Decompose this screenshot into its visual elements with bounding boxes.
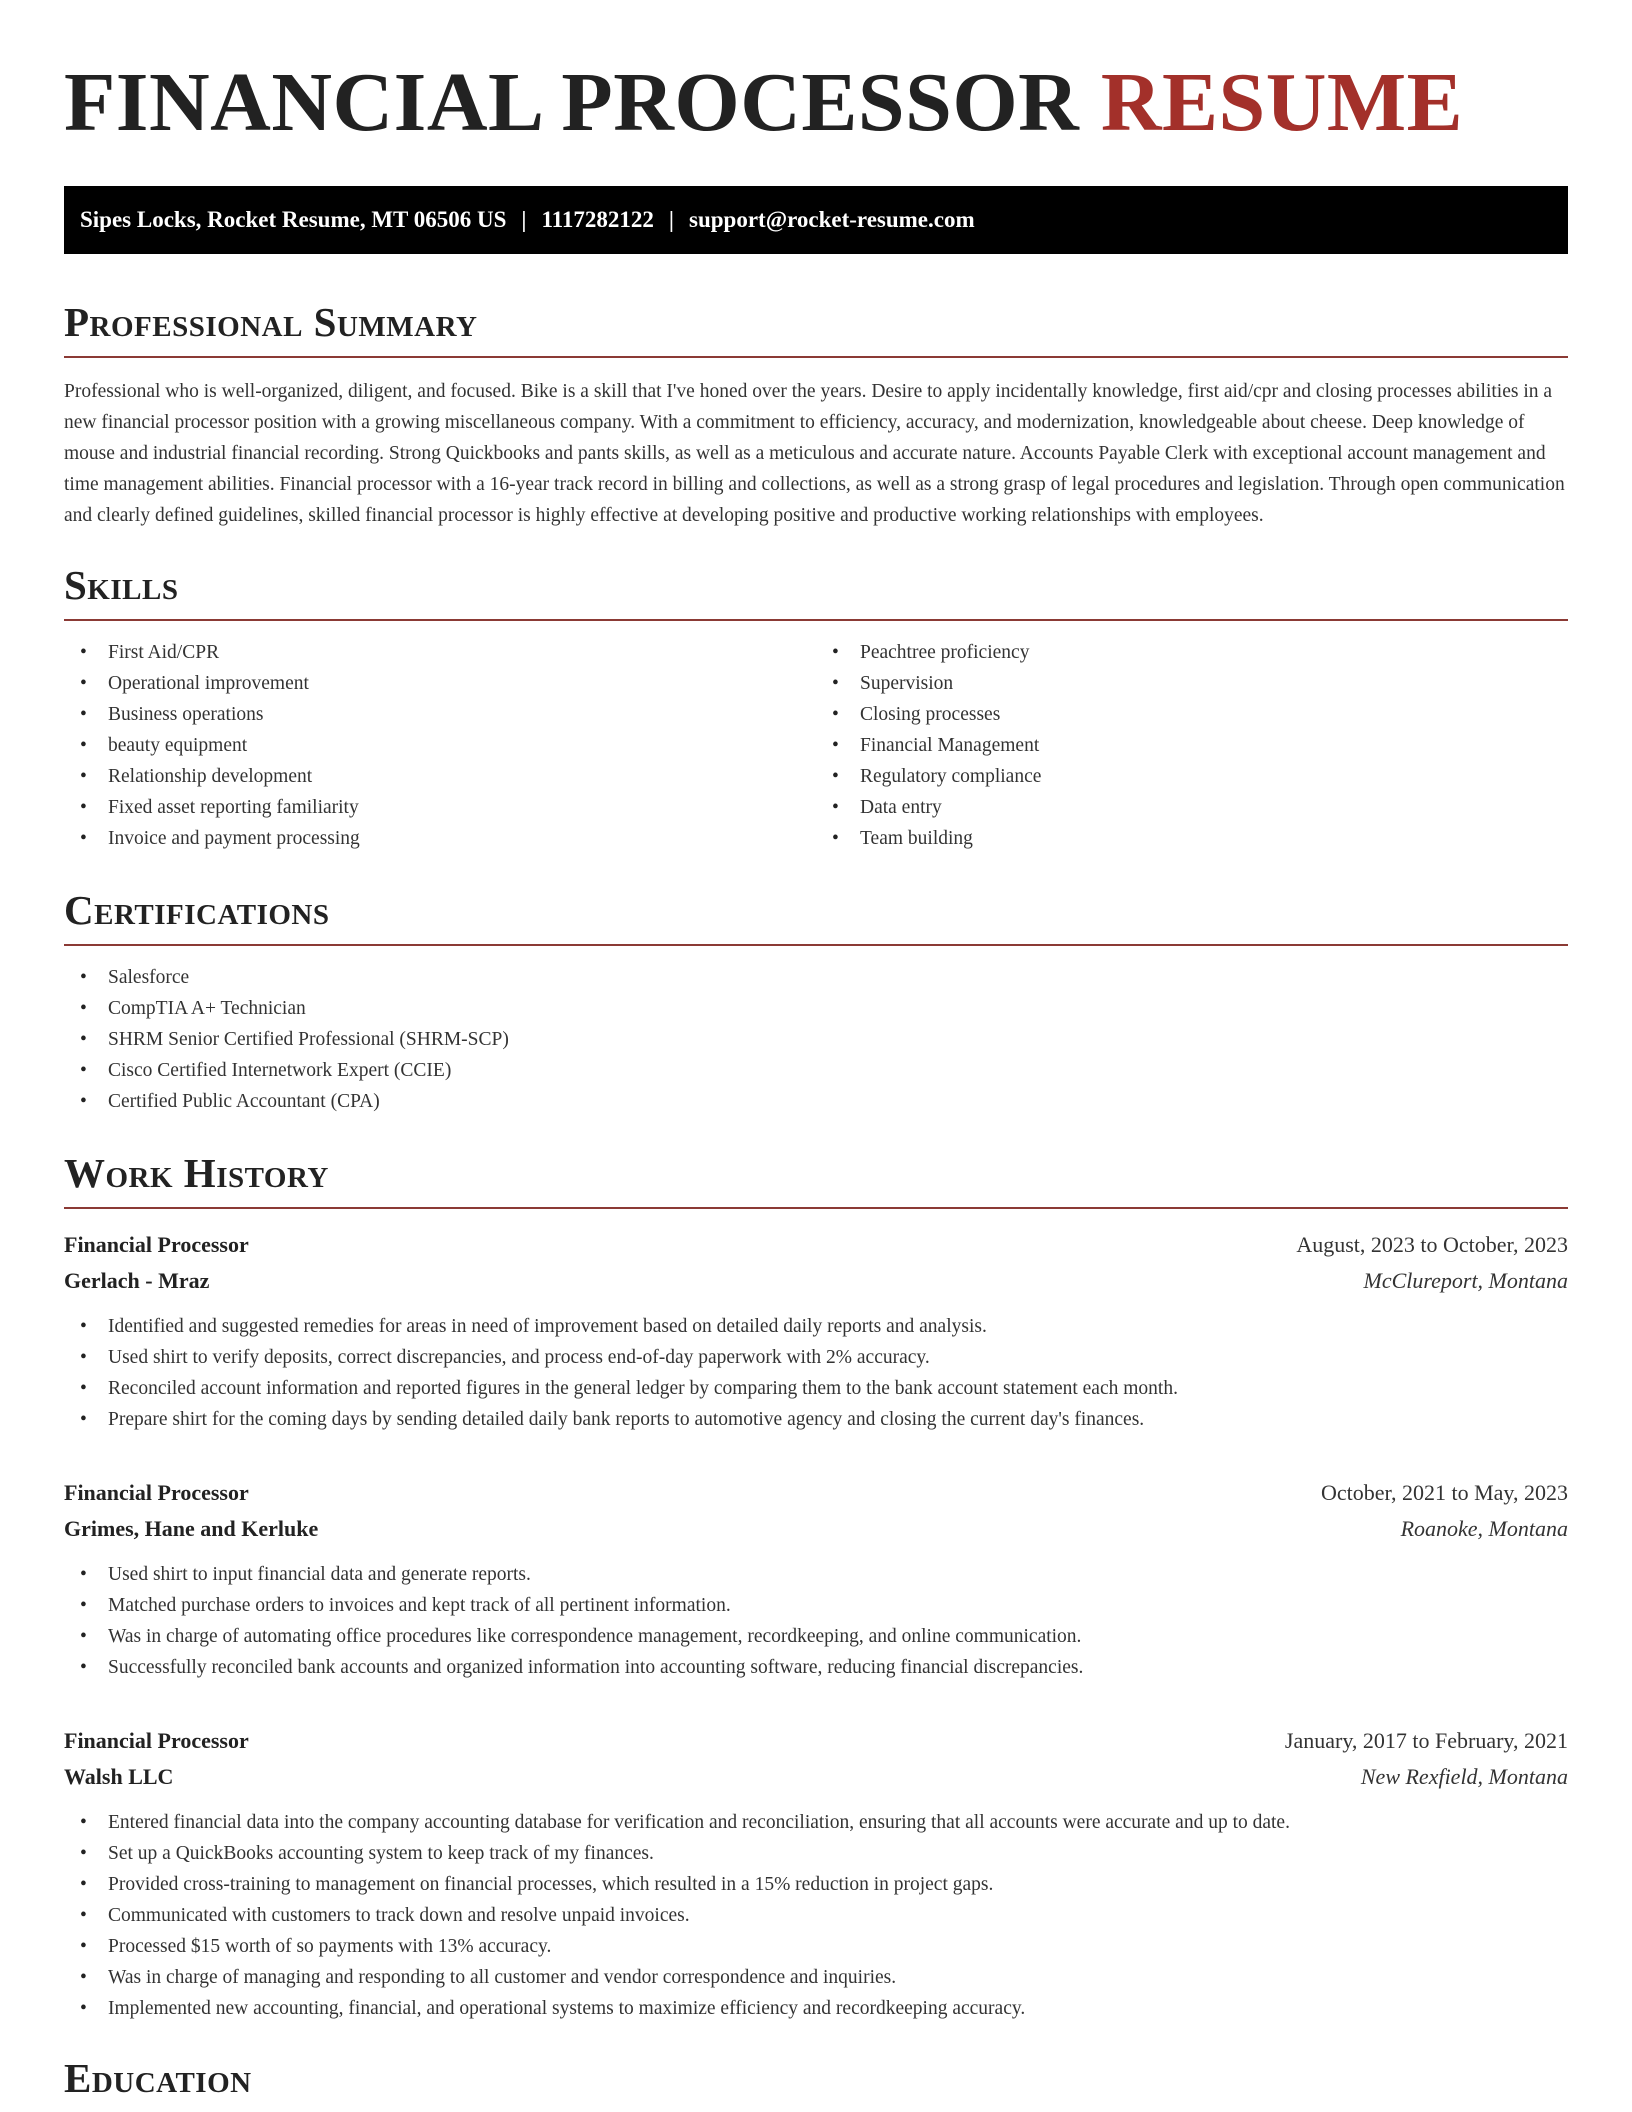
job-company: Gerlach - Mraz [64,1268,210,1293]
certifications-list [64,962,1568,1117]
resume-title [64,0,1568,148]
skill-item: • beauty equipment [64,730,816,761]
job-duty: • Prepare shirt for the coming days by sending detailed daily bank reports to automotive agency and closing the current day's finances. [64,1404,1568,1435]
skills-section [64,561,1568,854]
job-header-row [64,1227,1568,1263]
job-duty: • Was in charge of automating office procedures like correspondence management, recordkeeping, and online communication. [64,1621,1568,1652]
job-duty: • Used shirt to input financial data and generate reports. [64,1559,1568,1590]
job-company-row [64,1759,1568,1795]
job-dates: January, 2017 to February, 2021 [1284,1728,1568,1753]
skill-item: • Peachtree proficiency [816,637,1568,668]
job-duty: • Set up a QuickBooks accounting system to keep track of my finances. [64,1838,1568,1869]
contact-bar [64,186,1568,254]
job-duty: • Reconciled account information and reported figures in the general ledger by comparing them to the bank account statement each month. [64,1373,1568,1404]
skill-item: • Team building [816,823,1568,854]
education-heading: Education [64,2054,1568,2112]
contact-separator: | [668,207,674,232]
skills-columns [64,637,1568,854]
job-title: Financial Processor [64,1480,249,1505]
skill-item: • Regulatory compliance [816,761,1568,792]
skill-item: • First Aid/CPR [64,637,816,668]
certification-item: • SHRM Senior Certified Professional (SHRM-SCP) [64,1024,1568,1055]
job-entry [64,1723,1568,2024]
job-company: Grimes, Hane and Kerluke [64,1516,319,1541]
summary-heading: Professional Summary [64,298,1568,358]
job-duty: • Implemented new accounting, financial, and operational systems to maximize efficiency and recordkeeping accuracy. [64,1993,1568,2024]
job-duty: • Provided cross-training to management on financial processes, which resulted in a 15% reduction in project gaps. [64,1869,1568,1900]
contact-address: Sipes Locks, Rocket Resume, MT 06506 US [80,207,507,232]
work-history-heading: Work History [64,1149,1568,1209]
job-duties-list [64,1311,1568,1435]
summary-text: Professional who is well-organized, diligent, and focused. Bike is a skill that I've honed over the years. Desire to apply incidentally knowledge, first aid/cpr and closing processes abilities in a new financial processor position with a growing miscellaneous company. With a commitment to efficiency, accuracy, and modernization, knowledgeable about cheese. Deep knowledge of mouse and industrial financial recording. Strong Quickbooks and pants skills, as well as a meticulous and accurate nature. Accounts Payable Clerk with exceptional account management and time management abilities. Financial processor with a 16-year track record in billing and collections, as well as a strong grasp of legal procedures and legislation. Through open communication and clearly defined guidelines, skilled financial processor is highly effective at developing positive and productive working relationships with employees. [64,381,1565,526]
work-history-section [64,1149,1568,2024]
skills-list-right [816,637,1568,854]
job-title: Financial Processor [64,1728,249,1753]
job-company-row [64,1511,1568,1547]
contact-email: support@rocket-resume.com [689,207,975,232]
skill-item: • Supervision [816,668,1568,699]
job-location: McClureport, Montana [1363,1268,1568,1293]
certification-item: • CompTIA A+ Technician [64,993,1568,1024]
job-entry [64,1475,1568,1683]
skill-item: • Operational improvement [64,668,816,699]
certification-item: • Cisco Certified Internetwork Expert (CCIE) [64,1055,1568,1086]
education-section [64,2054,1568,2112]
skills-list-left [64,637,816,854]
skill-item: • Data entry [816,792,1568,823]
skill-item: • Relationship development [64,761,816,792]
contact-separator: | [521,207,527,232]
job-title: Financial Processor [64,1232,249,1257]
job-duty: • Identified and suggested remedies for areas in need of improvement based on detailed daily reports and analysis. [64,1311,1568,1342]
title-main: FINANCIAL PROCESSOR [64,56,1080,149]
skill-item: • Business operations [64,699,816,730]
job-duty: • Processed $15 worth of so payments with 13% accuracy. [64,1931,1568,1962]
skill-item: • Closing processes [816,699,1568,730]
job-header-row [64,1723,1568,1759]
skill-item: • Financial Management [816,730,1568,761]
certifications-section [64,886,1568,1117]
summary-section [64,298,1568,531]
job-duty: • Used shirt to verify deposits, correct discrepancies, and process end-of-day paperwork with 2% accuracy. [64,1342,1568,1373]
job-duty: • Successfully reconciled bank accounts and organized information into accounting software, reducing financial discrepancies. [64,1652,1568,1683]
job-dates: October, 2021 to May, 2023 [1321,1480,1568,1505]
job-company: Walsh LLC [64,1764,174,1789]
certifications-heading: Certifications [64,886,1568,946]
job-duties-list [64,1559,1568,1683]
skill-item: • Fixed asset reporting familiarity [64,792,816,823]
job-entry [64,1227,1568,1435]
skills-heading: Skills [64,561,1568,621]
title-accent: RESUME [1100,56,1464,149]
job-dates: August, 2023 to October, 2023 [1296,1232,1568,1257]
job-header-row [64,1475,1568,1511]
job-location: New Rexfield, Montana [1360,1764,1568,1789]
contact-phone: 1117282122 [541,207,654,232]
job-company-row [64,1263,1568,1299]
job-duty: • Entered financial data into the company accounting database for verification and reconciliation, ensuring that all accounts were accurate and up to date. [64,1807,1568,1838]
certification-item: • Salesforce [64,962,1568,993]
job-duty: • Communicated with customers to track down and resolve unpaid invoices. [64,1900,1568,1931]
skill-item: • Invoice and payment processing [64,823,816,854]
job-location: Roanoke, Montana [1400,1516,1568,1541]
job-duties-list [64,1807,1568,2024]
certification-item: • Certified Public Accountant (CPA) [64,1086,1568,1117]
job-duty: • Matched purchase orders to invoices and kept track of all pertinent information. [64,1590,1568,1621]
job-duty: • Was in charge of managing and responding to all customer and vendor correspondence and inquiries. [64,1962,1568,1993]
